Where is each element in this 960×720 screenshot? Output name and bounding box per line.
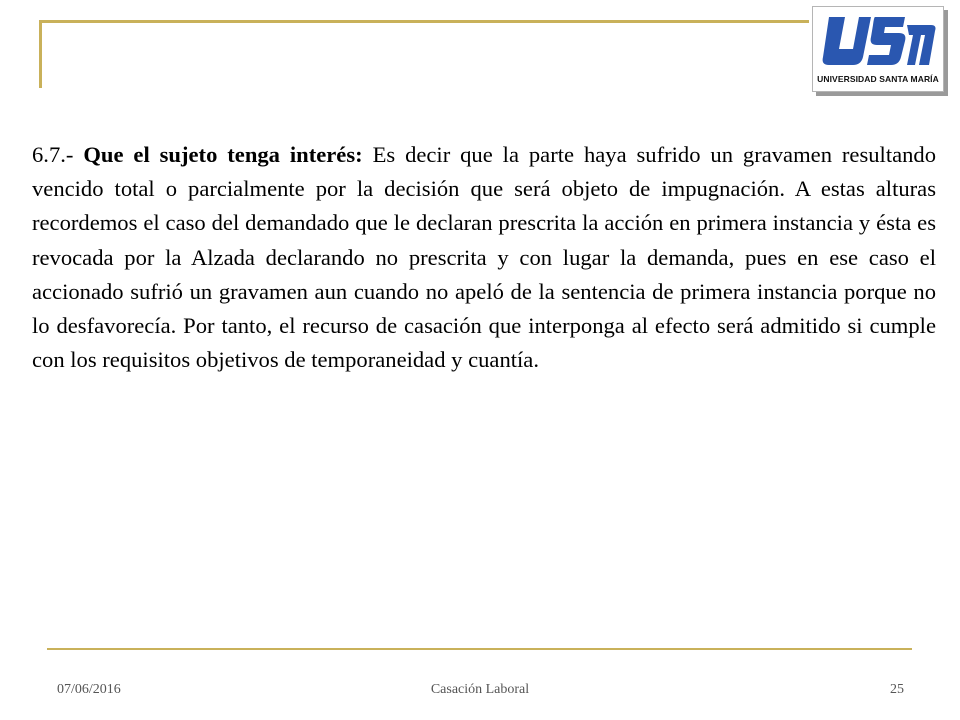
frame-left-rule [39,20,42,88]
footer-title: Casación Laboral [430,682,530,697]
section-body-text: Es decir que la parte haya sufrido un gravamen resultando vencido total o parcialmente por la decisión que será objeto de impugnación. A estas alturas recordemos el caso del demandado que le declaran prescrita la acción en primera instancia y ésta es revocada por la Alzada declarando no prescrita y con lugar la demanda, pues en ese caso el accionado sufrió un gravamen aun cuando no apeló de la sentencia de primera instancia porque no lo desfavorecía. Por tanto, el recurso de casación que interponga al efecto será admitido si cumple con los requisitos objetivos de temporaneidad y cuantía. [32,142,937,373]
footer-date: 07/06/2016 [57,682,121,697]
footer-rule [47,648,912,650]
section-heading-bold: Que el sujeto tenga interés: [83,142,363,167]
frame-top-rule [39,20,809,23]
university-logo [812,6,944,92]
usm-logo-mark-icon [819,11,937,73]
logo-caption: UNIVERSIDAD SANTA MARÍA [817,74,939,84]
footer-page-number: 25 [890,682,904,697]
slide-body-paragraph [32,138,936,377]
section-number: 6.7.- [32,142,74,167]
